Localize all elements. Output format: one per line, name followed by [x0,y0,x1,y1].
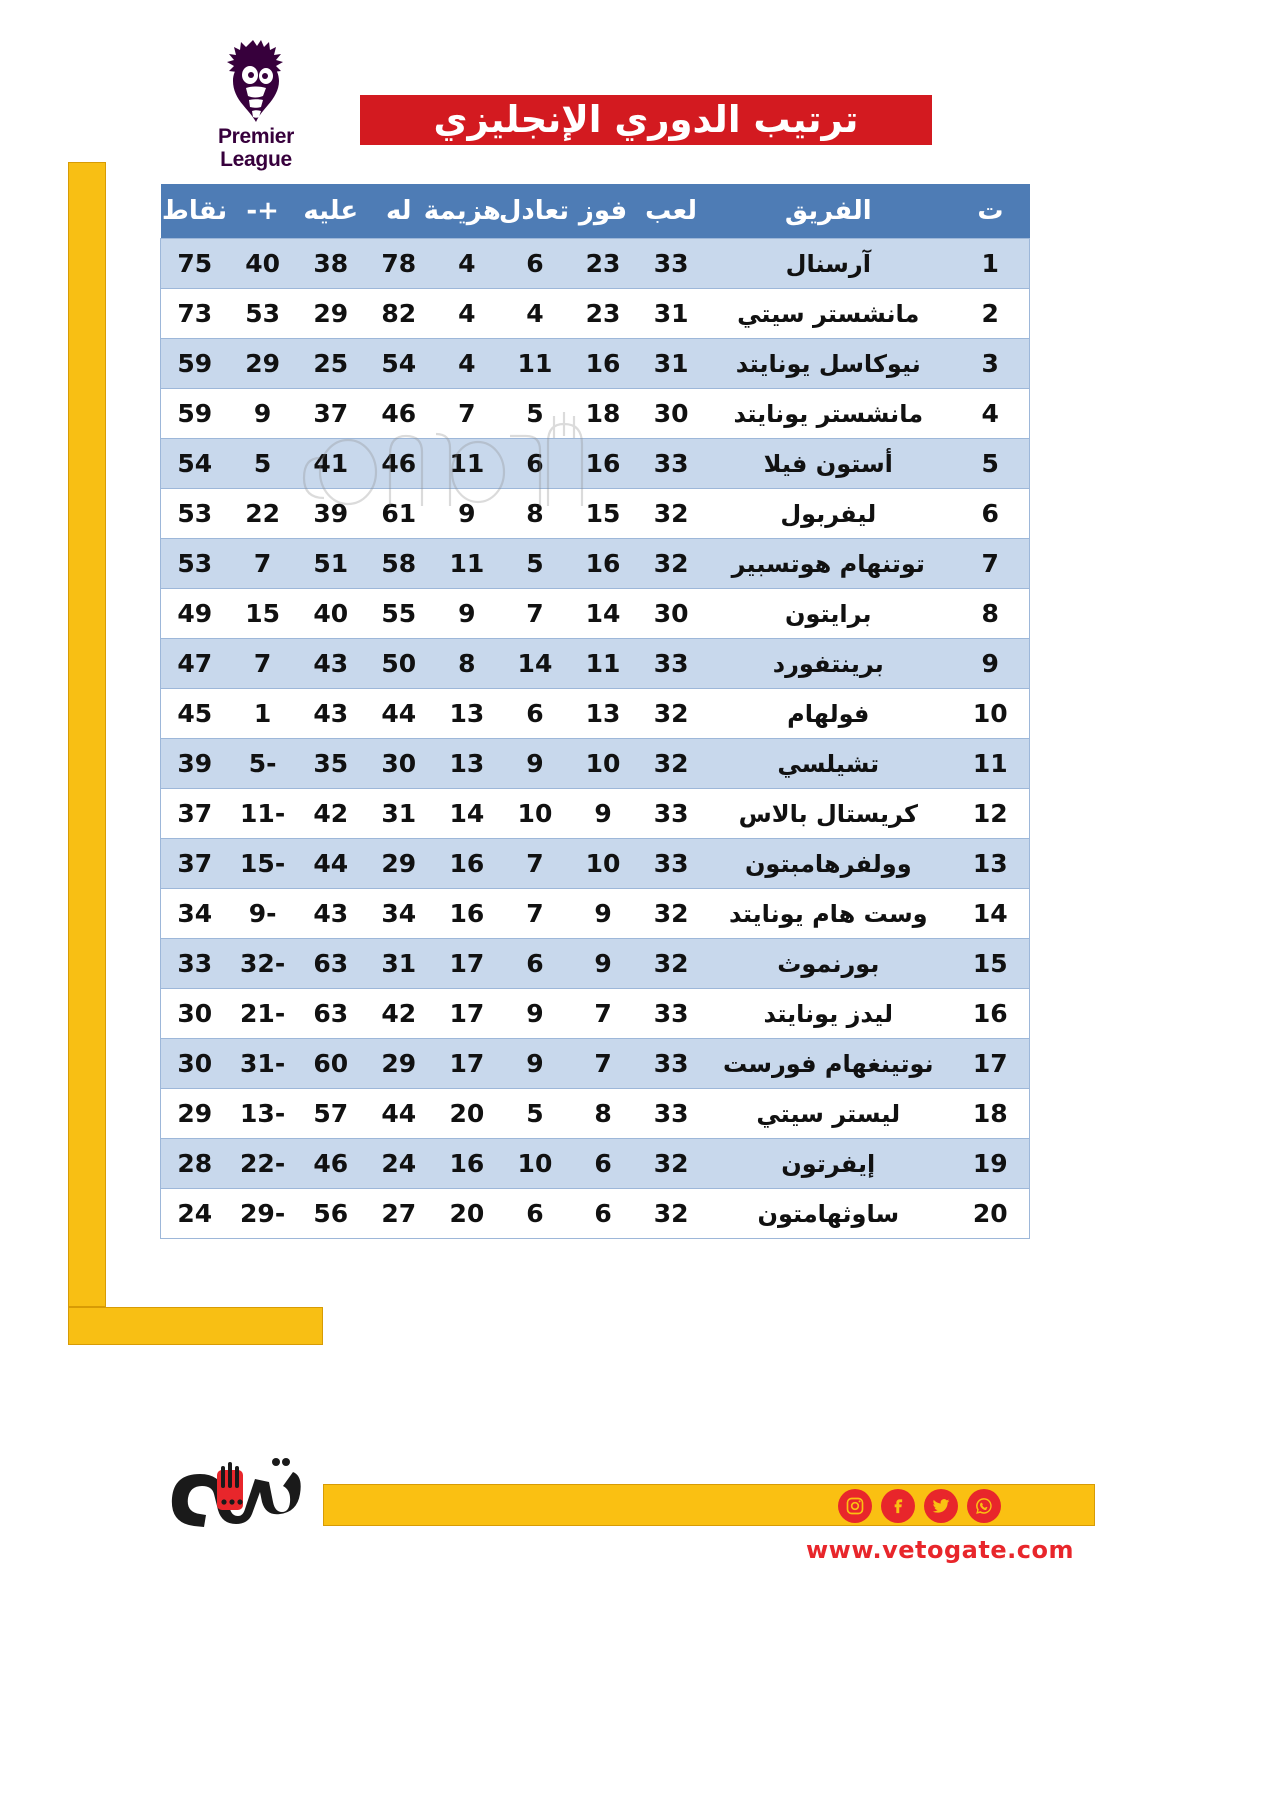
cell-team: أستون فيلا [705,439,951,489]
cell-rank: 9 [951,639,1029,689]
cell-draw: 7 [501,589,569,639]
cell-ga: 42 [297,789,365,839]
cell-ga: 43 [297,639,365,689]
table-row [161,639,1030,689]
cell-draw: 6 [501,239,569,289]
cell-points: 37 [161,789,229,839]
table-row [161,1189,1030,1239]
table-row [161,289,1030,339]
table-row [161,389,1030,439]
cell-loss: 17 [433,939,501,989]
cell-win: 7 [569,1039,637,1089]
table-row [161,1139,1030,1189]
cell-loss: 20 [433,1189,501,1239]
cell-win: 14 [569,589,637,639]
cell-gd: -22 [229,1139,297,1189]
cell-played: 33 [637,439,705,489]
table-row [161,989,1030,1039]
cell-win: 7 [569,989,637,1039]
cell-points: 34 [161,889,229,939]
cell-points: 47 [161,639,229,689]
cell-team: إيفرتون [705,1139,951,1189]
cell-gf: 44 [365,1089,433,1139]
cell-team: برايتون [705,589,951,639]
table-row [161,539,1030,589]
cell-loss: 9 [433,589,501,639]
cell-draw: 4 [501,289,569,339]
table-row [161,339,1030,389]
cell-rank: 16 [951,989,1029,1039]
cell-rank: 14 [951,889,1029,939]
cell-loss: 13 [433,689,501,739]
cell-points: 59 [161,339,229,389]
cell-rank: 15 [951,939,1029,989]
cell-ga: 43 [297,689,365,739]
cell-gd: 5 [229,439,297,489]
column-header-gf: له [365,184,433,239]
instagram-icon[interactable] [838,1489,872,1523]
cell-ga: 25 [297,339,365,389]
cell-team: تشيلسي [705,739,951,789]
cell-points: 29 [161,1089,229,1139]
cell-draw: 5 [501,539,569,589]
cell-rank: 1 [951,239,1029,289]
cell-gd: 22 [229,489,297,539]
cell-played: 33 [637,789,705,839]
cell-rank: 3 [951,339,1029,389]
cell-ga: 63 [297,989,365,1039]
cell-draw: 9 [501,989,569,1039]
cell-gf: 46 [365,439,433,489]
cell-win: 9 [569,889,637,939]
cell-gf: 24 [365,1139,433,1189]
cell-team: ليدز يونايتد [705,989,951,1039]
cell-rank: 11 [951,739,1029,789]
cell-ga: 29 [297,289,365,339]
cell-draw: 5 [501,389,569,439]
cell-gd: 9 [229,389,297,439]
cell-gf: 82 [365,289,433,339]
cell-rank: 17 [951,1039,1029,1089]
cell-draw: 6 [501,1189,569,1239]
cell-gd: 29 [229,339,297,389]
cell-draw: 5 [501,1089,569,1139]
cell-rank: 19 [951,1139,1029,1189]
cell-gf: 34 [365,889,433,939]
cell-team: توتنهام هوتسبير [705,539,951,589]
table-row [161,789,1030,839]
cell-gd: -11 [229,789,297,839]
cell-loss: 14 [433,789,501,839]
cell-gd: -9 [229,889,297,939]
cell-team: ساوثهامتون [705,1189,951,1239]
cell-rank: 2 [951,289,1029,339]
cell-gf: 58 [365,539,433,589]
cell-played: 32 [637,1189,705,1239]
cell-ga: 56 [297,1189,365,1239]
cell-ga: 57 [297,1089,365,1139]
cell-loss: 20 [433,1089,501,1139]
cell-gd: -13 [229,1089,297,1139]
cell-win: 23 [569,239,637,289]
cell-draw: 10 [501,1139,569,1189]
standings-table [160,184,1030,1239]
cell-gf: 78 [365,239,433,289]
cell-draw: 10 [501,789,569,839]
table-header-row [161,184,1030,239]
cell-team: وولفرهامبتون [705,839,951,889]
cell-team: بورنموث [705,939,951,989]
cell-played: 32 [637,689,705,739]
twitter-icon[interactable] [924,1489,958,1523]
table-row [161,939,1030,989]
table-row [161,689,1030,739]
table-row [161,1089,1030,1139]
cell-played: 33 [637,839,705,889]
cell-loss: 13 [433,739,501,789]
cell-loss: 7 [433,389,501,439]
table-head [161,184,1030,239]
cell-gf: 29 [365,1039,433,1089]
veto-logo [155,1452,305,1537]
cell-win: 10 [569,739,637,789]
cell-rank: 5 [951,439,1029,489]
site-url[interactable]: www.vetogate.com [806,1536,1074,1564]
cell-points: 53 [161,539,229,589]
cell-ga: 39 [297,489,365,539]
cell-points: 30 [161,1039,229,1089]
cell-played: 32 [637,539,705,589]
cell-points: 59 [161,389,229,439]
cell-played: 32 [637,889,705,939]
cell-win: 15 [569,489,637,539]
cell-loss: 11 [433,539,501,589]
cell-gd: -15 [229,839,297,889]
cell-points: 30 [161,989,229,1039]
cell-played: 33 [637,239,705,289]
decorative-frame-vertical-bar [68,162,106,1307]
table-row [161,889,1030,939]
table-body [161,239,1030,1239]
cell-rank: 4 [951,389,1029,439]
cell-played: 32 [637,489,705,539]
table-row [161,1039,1030,1089]
decorative-frame-horizontal-bar [68,1307,323,1345]
cell-gf: 42 [365,989,433,1039]
column-header-draw: تعادل [501,184,569,239]
cell-draw: 6 [501,439,569,489]
cell-loss: 9 [433,489,501,539]
cell-win: 9 [569,939,637,989]
cell-loss: 11 [433,439,501,489]
cell-points: 49 [161,589,229,639]
cell-gf: 46 [365,389,433,439]
cell-gf: 50 [365,639,433,689]
cell-points: 73 [161,289,229,339]
cell-rank: 10 [951,689,1029,739]
premier-league-logo [196,38,316,173]
cell-rank: 13 [951,839,1029,889]
cell-points: 39 [161,739,229,789]
cell-gf: 61 [365,489,433,539]
cell-gf: 29 [365,839,433,889]
cell-points: 54 [161,439,229,489]
cell-loss: 8 [433,639,501,689]
cell-played: 32 [637,739,705,789]
cell-ga: 37 [297,389,365,439]
page-title: ترتيب الدوري الإنجليزي [360,95,932,145]
cell-gf: 54 [365,339,433,389]
cell-win: 16 [569,439,637,489]
cell-rank: 7 [951,539,1029,589]
cell-draw: 14 [501,639,569,689]
cell-loss: 4 [433,239,501,289]
cell-gd: 7 [229,539,297,589]
cell-team: نوتينغهام فورست [705,1039,951,1089]
cell-played: 33 [637,989,705,1039]
cell-win: 11 [569,639,637,689]
cell-loss: 4 [433,289,501,339]
cell-gf: 27 [365,1189,433,1239]
cell-draw: 11 [501,339,569,389]
cell-played: 33 [637,639,705,689]
cell-points: 33 [161,939,229,989]
cell-team: مانشستر يونايتد [705,389,951,439]
cell-draw: 7 [501,839,569,889]
cell-gf: 31 [365,789,433,839]
cell-played: 32 [637,1139,705,1189]
cell-gd: -31 [229,1039,297,1089]
cell-win: 6 [569,1139,637,1189]
social-links[interactable] [838,1487,1038,1525]
cell-gd: 40 [229,239,297,289]
standings-table-container [160,184,1030,1239]
cell-points: 24 [161,1189,229,1239]
cell-team: نيوكاسل يونايتد [705,339,951,389]
cell-draw: 6 [501,689,569,739]
cell-team: فولهام [705,689,951,739]
cell-team: ليستر سيتي [705,1089,951,1139]
cell-rank: 18 [951,1089,1029,1139]
cell-loss: 16 [433,839,501,889]
cell-loss: 17 [433,1039,501,1089]
cell-points: 28 [161,1139,229,1189]
cell-team: ليفربول [705,489,951,539]
facebook-icon[interactable] [881,1489,915,1523]
premier-league-wordmark-line2: League [220,148,292,171]
cell-played: 31 [637,339,705,389]
cell-loss: 16 [433,1139,501,1189]
cell-draw: 9 [501,739,569,789]
table-row [161,589,1030,639]
column-header-loss: هزيمة [433,184,501,239]
cell-win: 16 [569,339,637,389]
cell-team: مانشستر سيتي [705,289,951,339]
cell-ga: 38 [297,239,365,289]
cell-played: 33 [637,1089,705,1139]
cell-points: 75 [161,239,229,289]
table-row [161,489,1030,539]
table-row [161,439,1030,489]
cell-team: آرسنال [705,239,951,289]
cell-team: كريستال بالاس [705,789,951,839]
cell-win: 18 [569,389,637,439]
cell-loss: 16 [433,889,501,939]
cell-points: 45 [161,689,229,739]
table-row [161,839,1030,889]
premier-league-wordmark-line1: Premier [217,125,295,148]
table-row [161,739,1030,789]
cell-rank: 12 [951,789,1029,839]
column-header-ga: عليه [297,184,365,239]
cell-win: 23 [569,289,637,339]
column-header-points: نقاط [161,184,229,239]
column-header-team: الفريق [705,184,951,239]
cell-gd: 53 [229,289,297,339]
cell-played: 30 [637,589,705,639]
cell-draw: 7 [501,889,569,939]
cell-points: 53 [161,489,229,539]
cell-draw: 8 [501,489,569,539]
cell-gf: 44 [365,689,433,739]
cell-gf: 31 [365,939,433,989]
cell-loss: 17 [433,989,501,1039]
column-header-gd: +- [229,184,297,239]
cell-gd: -32 [229,939,297,989]
cell-ga: 35 [297,739,365,789]
cell-ga: 51 [297,539,365,589]
cell-gd: -5 [229,739,297,789]
column-header-win: فوز [569,184,637,239]
cell-ga: 41 [297,439,365,489]
premier-league-lion-icon [220,38,292,124]
cell-gd: -21 [229,989,297,1039]
cell-rank: 6 [951,489,1029,539]
cell-win: 10 [569,839,637,889]
cell-rank: 20 [951,1189,1029,1239]
cell-gd: -29 [229,1189,297,1239]
cell-played: 32 [637,939,705,989]
cell-ga: 40 [297,589,365,639]
cell-win: 13 [569,689,637,739]
cell-win: 6 [569,1189,637,1239]
cell-win: 8 [569,1089,637,1139]
cell-draw: 6 [501,939,569,989]
cell-played: 31 [637,289,705,339]
cell-played: 33 [637,1039,705,1089]
cell-ga: 43 [297,889,365,939]
cell-ga: 46 [297,1139,365,1189]
cell-draw: 9 [501,1039,569,1089]
cell-team: وست هام يونايتد [705,889,951,939]
column-header-rank: ت [951,184,1029,239]
cell-win: 16 [569,539,637,589]
cell-ga: 60 [297,1039,365,1089]
cell-ga: 63 [297,939,365,989]
table-row [161,239,1030,289]
column-header-played: لعب [637,184,705,239]
whatsapp-icon[interactable] [967,1489,1001,1523]
cell-team: برينتفورد [705,639,951,689]
cell-played: 30 [637,389,705,439]
cell-gf: 30 [365,739,433,789]
cell-gd: 1 [229,689,297,739]
cell-gd: 15 [229,589,297,639]
cell-rank: 8 [951,589,1029,639]
cell-win: 9 [569,789,637,839]
cell-gf: 55 [365,589,433,639]
cell-gd: 7 [229,639,297,689]
cell-points: 37 [161,839,229,889]
cell-ga: 44 [297,839,365,889]
cell-loss: 4 [433,339,501,389]
